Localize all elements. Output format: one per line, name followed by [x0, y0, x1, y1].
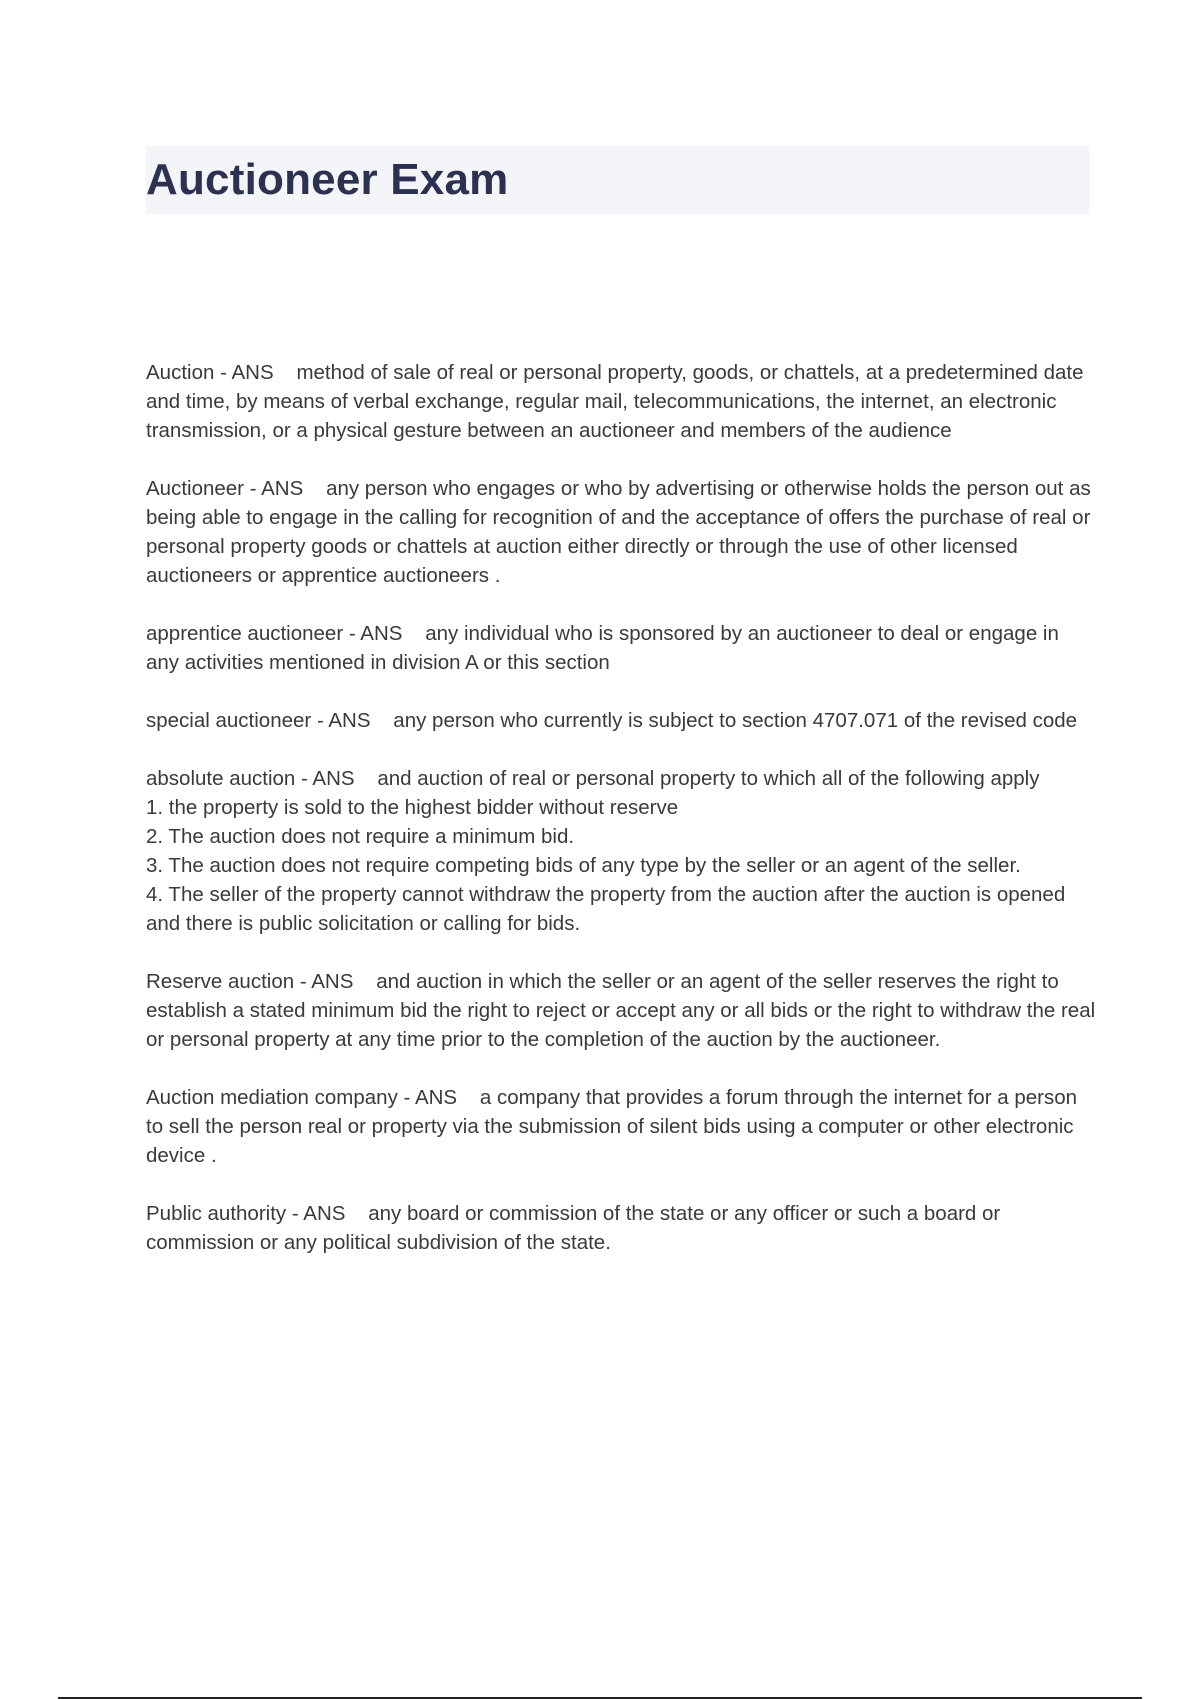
entry-ans-label: ANS [311, 970, 354, 993]
entry-ans-label: ANS [414, 1086, 458, 1109]
entry-separator: - [295, 767, 313, 790]
entry-ans-label: ANS [328, 709, 371, 732]
qa-entry-auction-mediation-company [146, 1083, 1096, 1170]
entry-term: Auction [146, 361, 215, 384]
qa-entry-public-authority [146, 1199, 1096, 1257]
entry-separator: - [343, 622, 361, 645]
list-item: 2. The auction does not require a minimum bid. [146, 825, 575, 848]
qa-entry-absolute-auction [146, 764, 1096, 938]
entry-ans-label: ANS [231, 361, 274, 384]
qa-entry-special-auctioneer [146, 706, 1096, 735]
qa-list [146, 358, 1096, 1286]
qa-entry-auction [146, 358, 1096, 445]
entry-definition: any person who engages or who by advertising or otherwise holds the person out as being able to engage in the calling for recognition of and the acceptance of offers the purchase of real or personal property goods or chattels at auction either directly or through the use of other licensed auctioneers or apprentice auctioneers . [146, 477, 1091, 587]
entry-term: apprentice auctioneer [146, 622, 344, 645]
entry-ans-label: ANS [261, 477, 304, 500]
entry-definition: any person who currently is subject to section 4707.071 of the revised code [393, 709, 1078, 732]
entry-definition: and auction in which the seller or an agent of the seller reserves the right to establish a stated minimum bid the right to reject or accept any or all bids or the right to withdraw the real or personal property at any time prior to the completion of the auction by the auctioneer. [146, 970, 1096, 1051]
entry-separator: - [294, 970, 312, 993]
entry-ans-label: ANS [360, 622, 403, 645]
entry-term: Public authority [146, 1202, 287, 1225]
qa-entry-reserve-auction [146, 967, 1096, 1054]
entry-definition: any board or commission of the state or any officer or such a board or commission or any political subdivision of the state. [146, 1202, 1001, 1254]
entry-ans-label: ANS [303, 1202, 346, 1225]
qa-entry-auctioneer [146, 474, 1096, 590]
entry-separator: - [286, 1202, 304, 1225]
entry-definition: method of sale of real or personal property, goods, or chattels, at a predetermined date and time, by means of verbal exchange, regular mail, telecommunications, the internet, an electronic transmission, or a physical gesture between an auctioneer and members of the audience [146, 361, 1084, 442]
entry-definition: any individual who is sponsored by an auctioneer to deal or engage in any activities mentioned in division A or this section [146, 622, 1059, 674]
entry-separator: - [311, 709, 329, 732]
entry-term: Reserve auction [146, 970, 295, 993]
entry-definition: a company that provides a forum through the internet for a person to sell the person real or property via the submission of silent bids using a computer or other electronic device . [146, 1086, 1078, 1167]
list-item: 4. The seller of the property cannot withdraw the property from the auction after the auction is opened and there is public solicitation or calling for bids. [146, 883, 1066, 935]
entry-ans-label: ANS [312, 767, 355, 790]
qa-entry-apprentice-auctioneer [146, 619, 1096, 677]
entry-separator: - [397, 1086, 415, 1109]
footer-divider [58, 1697, 1142, 1699]
entry-term: absolute auction [146, 767, 296, 790]
entry-separator: - [244, 477, 262, 500]
entry-term: Auctioneer [146, 477, 245, 500]
document-title: Auctioneer Exam [146, 155, 509, 204]
entry-definition: and auction of real or personal property to which all of the following apply [377, 767, 1040, 790]
entry-separator: - [214, 361, 232, 384]
entry-term: special auctioneer [146, 709, 312, 732]
list-item: 1. the property is sold to the highest bidder without reserve [146, 796, 679, 819]
list-item: 3. The auction does not require competing bids of any type by the seller or an agent of the seller. [146, 854, 1021, 877]
entry-term: Auction mediation company [146, 1086, 398, 1109]
